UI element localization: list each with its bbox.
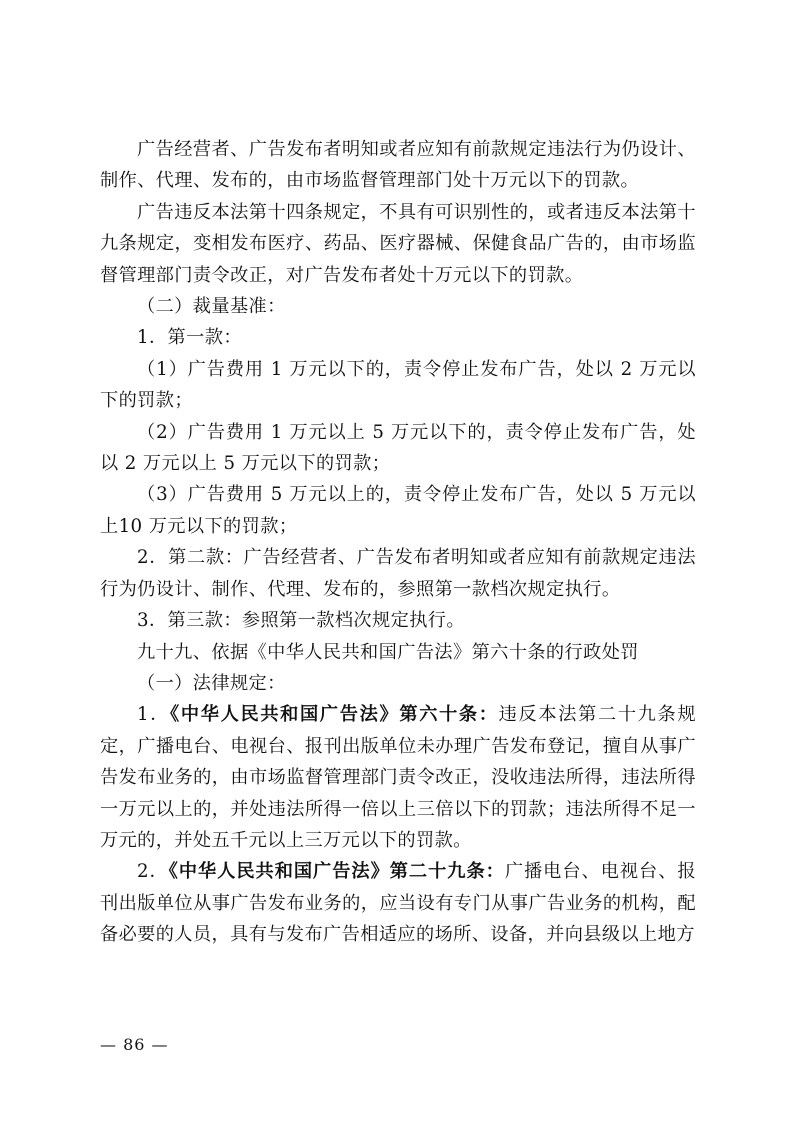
law-clause xyxy=(100,856,696,950)
article-heading: 九十九、依据《中华人民共和国广告法》第六十条的行政处罚 xyxy=(137,641,639,663)
page-number: — 86 — xyxy=(100,1035,169,1054)
clause-text: 违反本法第二十九条规定，广播电台、电视台、报刊出版单位未办理广告发布登记，擅自从事广告发布业务的，由市场监督管理部门责令改正，没收违法所得，违法所得一万元以上的，并处违法所得一倍以上三倍以下的罚款；违法所得不足一万元的，并处五千元以上三万元以下的罚款。 xyxy=(100,704,696,851)
clause-number: 1． xyxy=(137,704,171,726)
clause-heading: 1．第一款： xyxy=(137,327,242,349)
clause-number: 2． xyxy=(137,861,169,883)
clause-item: 2．第二款：广告经营者、广告发布者明知或者应知有前款规定违法行为仍设计、制作、代理、发布的，参照第一款档次规定执行。 xyxy=(100,547,696,600)
document-body xyxy=(100,134,696,951)
clause-text: 广播电台、电视台、报刊出版单位从事广告发布业务的，应当设有专门从事广告业务的机构，配备必要的人员，具有与发布广告相适应的场所、设备，并向县级以上地方 xyxy=(100,861,696,946)
law-citation: 《中华人民共和国广告法》第六十条： xyxy=(170,704,499,726)
law-clause xyxy=(100,699,696,856)
section-heading: （一）法律规定： xyxy=(137,672,286,694)
clause-item: 3．第三款：参照第一款档次规定执行。 xyxy=(137,610,465,632)
list-item: （1）广告费用 1 万元以下的，责令停止发布广告，处以 2 万元以下的罚款； xyxy=(100,358,696,412)
paragraph: 广告经营者、广告发布者明知或者应知有前款规定违法行为仍设计、制作、代理、发布的，由市场监督管理部门处十万元以下的罚款。 xyxy=(100,139,696,192)
section-heading: （二）裁量基准： xyxy=(137,296,286,318)
list-item: （3）广告费用 5 万元以上的，责令停止发布广告，处以 5 万元以上10 万元以下的罚款； xyxy=(100,484,696,537)
law-citation: 《中华人民共和国广告法》第二十九条： xyxy=(168,861,505,883)
paragraph: 广告违反本法第十四条规定，不具有可识别性的，或者违反本法第十九条规定，变相发布医疗、药品、医疗器械、保健食品广告的，由市场监督管理部门责令改正，对广告发布者处十万元以下的罚款。 xyxy=(100,201,696,286)
list-item: （2）广告费用 1 万元以上 5 万元以下的，责令停止发布广告，处以 2 万元以上 5 万元以下的罚款； xyxy=(100,421,696,475)
